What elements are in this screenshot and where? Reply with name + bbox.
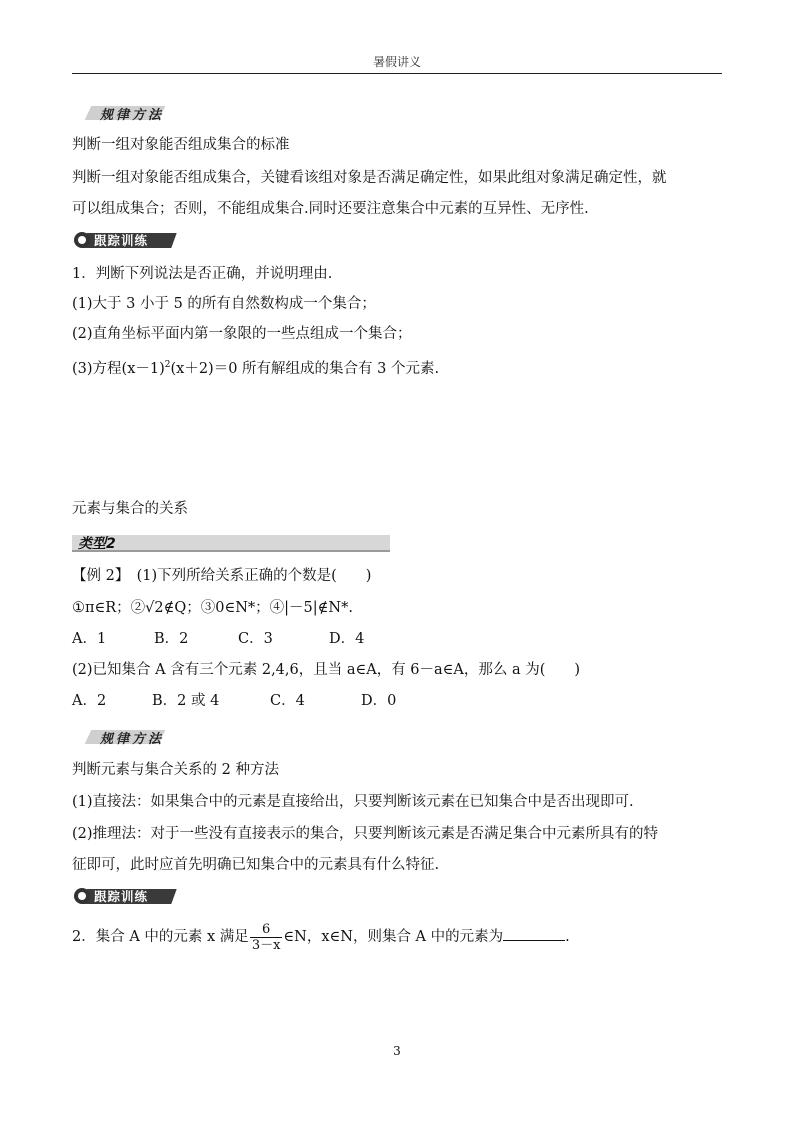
choice-a1: A．1 — [72, 631, 107, 647]
choice-b1: B．2 — [154, 631, 189, 647]
question2 — [72, 920, 570, 954]
page-number: 3 — [393, 1044, 401, 1058]
q2-prefix: 2．集合 A 中的元素 x 满足 — [72, 929, 249, 945]
type-band — [72, 535, 390, 552]
block2-heading: 判断元素与集合关系的 2 种方法 — [72, 762, 279, 778]
tracking-practice-tag-2 — [74, 887, 184, 907]
block1-body-line1: 判断一组对象能否组成集合，关键看该组对象是否满足确定性，如果此组对象满足确定性，就 — [72, 170, 667, 186]
fraction-numerator: 6 — [261, 921, 271, 937]
block2-line1: (1)直接法：如果集合中的元素是直接给出，只要判断该元素在已知集合中是否出现即可. — [72, 794, 634, 810]
q2-end: . — [565, 929, 570, 945]
q2-suffix: ∈N，x∈N，则集合 A 中的元素为 — [283, 929, 504, 945]
example2-relations: ①π∈R；②√2∉Q；③0∈N*；④|－5|∉N*. — [72, 600, 353, 616]
question1: 1．判断下列说法是否正确，并说明理由. — [72, 266, 333, 282]
item3-part-b: (x＋2)＝0 所有解组成的集合有 3 个元素. — [170, 360, 440, 377]
tracking-practice-label: 跟踪训练 — [94, 233, 149, 248]
question1-item2: (2)直角坐标平面内第一象限的一些点组成一个集合； — [72, 326, 412, 342]
example2-line2: (2)已知集合 A 含有三个元素 2,4,6，且当 a∈A，有 6－a∈A，那么 a 为( ) — [72, 662, 581, 678]
target-icon — [74, 232, 90, 248]
block2-line3: 征即可，此时应首先明确已知集合中的元素具有什么特征. — [72, 857, 440, 873]
header-title: 暑假讲义 — [372, 55, 421, 69]
choice-c2: C．4 — [270, 693, 305, 709]
fraction-denominator: 3－x — [251, 937, 281, 953]
type-banner — [72, 535, 390, 552]
question1-item3 — [72, 355, 439, 379]
header-rule — [72, 73, 722, 74]
item3-part-a: (3)方程(x－1) — [72, 360, 165, 377]
rule-method-tag-2 — [88, 728, 188, 748]
fraction — [250, 922, 283, 953]
block1-heading: 判断一组对象能否组成集合的标准 — [72, 137, 290, 153]
rule-method-tag — [88, 104, 188, 124]
section-title: 元素与集合的关系 — [72, 501, 188, 517]
choice-b2: B．2 或 4 — [152, 693, 220, 709]
choice-c1: C．3 — [238, 631, 273, 647]
example2-line1: 【例 2】 (1)下列所给关系正确的个数是( ) — [72, 568, 372, 584]
item3-sup: 2 — [164, 360, 171, 370]
block2-line2: (2)推理法：对于一些没有直接表示的集合，只要判断该元素是否满足集合中元素所具有的特 — [72, 826, 659, 842]
tracking-practice-tag — [74, 231, 184, 251]
choice-d1: D．4 — [329, 631, 365, 647]
answer-blank[interactable] — [503, 926, 565, 941]
type-label: 类型2 — [78, 536, 116, 552]
block1-body-line2: 可以组成集合；否则，不能组成集合.同时还要注意集合中元素的互异性、无序性. — [72, 201, 589, 217]
choice-a2: A．2 — [72, 693, 107, 709]
choice-d2: D．0 — [361, 693, 397, 709]
target-icon — [74, 888, 90, 904]
rule-method-label-2: 规律方法 — [100, 732, 165, 747]
rule-method-label: 规律方法 — [100, 108, 165, 123]
tracking-practice-label-2: 跟踪训练 — [94, 889, 149, 904]
question1-item1: (1)大于 3 小于 5 的所有自然数构成一个集合； — [72, 296, 376, 312]
